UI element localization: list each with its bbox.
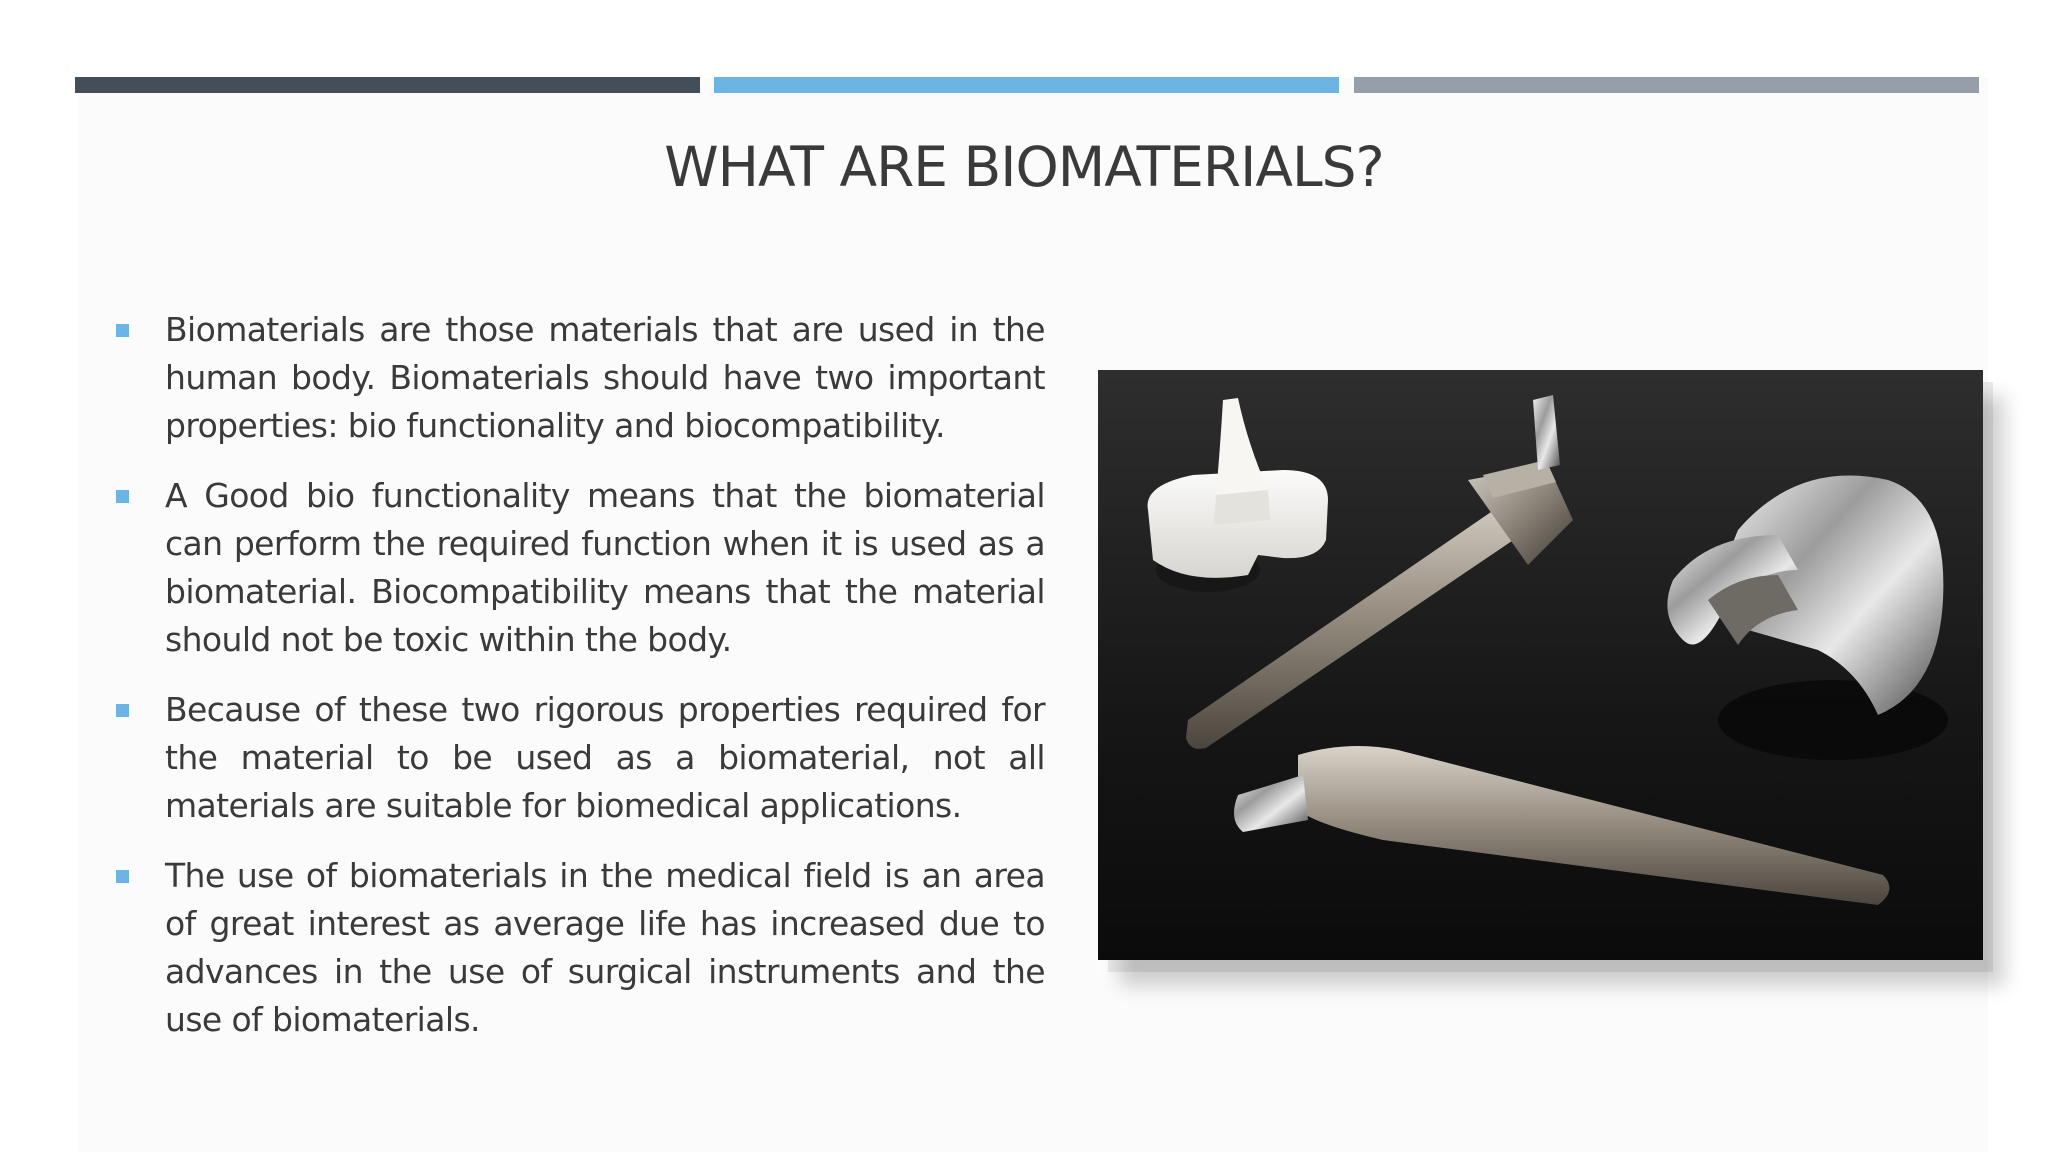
orthopedic-implants-photo [1098, 370, 1983, 960]
bullet-item [110, 306, 1045, 450]
accent-bar-dark [75, 77, 700, 93]
bullet-text: The use of biomaterials in the medical field is an area of great interest as average life has increased due to advances in the use of surgical instruments and the use of biomaterials. [165, 856, 1045, 1039]
implants-photo-frame [1098, 370, 1983, 960]
bullet-list [110, 306, 1045, 1066]
slide-title: WHAT ARE BIOMATERIALS? [664, 135, 1384, 199]
bullet-text: A Good bio functionality means that the biomaterial can perform the required function when it is used as a biomaterial. Biocompatibility means that the material should not be toxic within the body. [165, 476, 1045, 659]
square-bullet-icon [116, 704, 129, 717]
accent-bar-gray [1354, 77, 1979, 93]
bullet-item [110, 472, 1045, 664]
bullet-text: Biomaterials are those materials that are used in the human body. Biomaterials should have two important properties: bio functionality and biocompatibility. [165, 310, 1045, 445]
square-bullet-icon [116, 490, 129, 503]
accent-bar-blue [714, 77, 1339, 93]
bullet-text: Because of these two rigorous properties required for the material to be used as a biomaterial, not all materials are suitable for biomedical applications. [165, 690, 1045, 825]
square-bullet-icon [116, 324, 129, 337]
square-bullet-icon [116, 870, 129, 883]
bullet-item [110, 686, 1045, 830]
bullet-item [110, 852, 1045, 1044]
